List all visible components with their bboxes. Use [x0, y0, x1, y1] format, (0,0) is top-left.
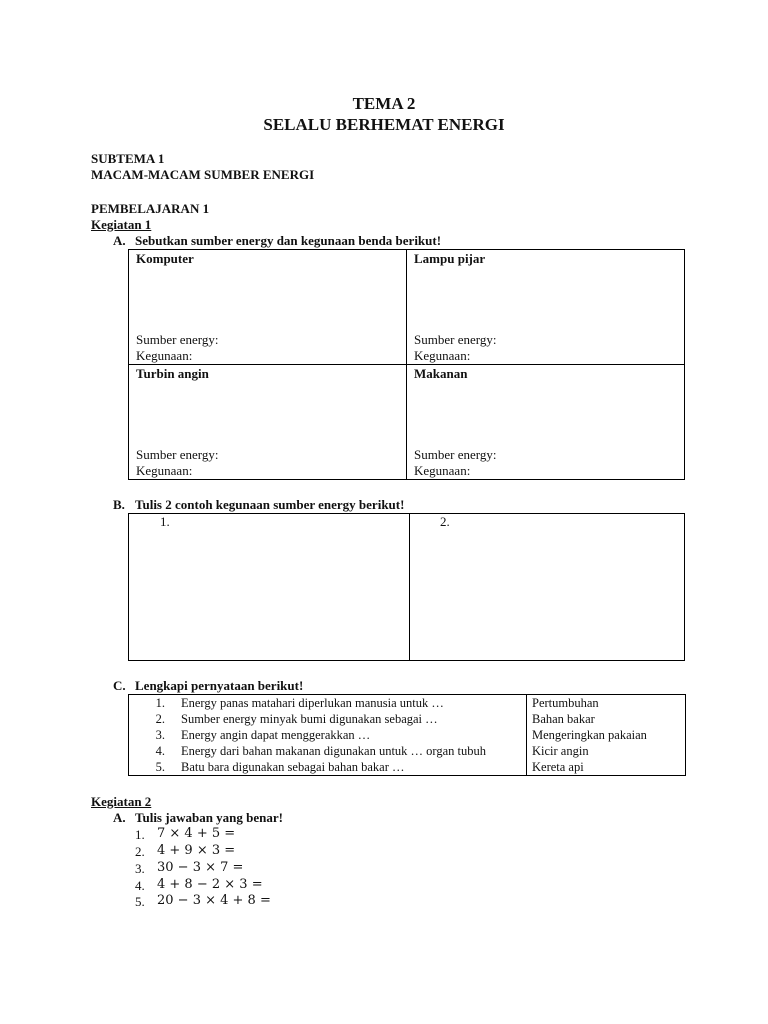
math-problem-expression: 7 × 4 + 5 =: [157, 826, 236, 841]
answer-option: Mengeringkan pakaian: [532, 728, 647, 742]
answer-box-1[interactable]: [129, 514, 410, 660]
answer-option: Kereta api: [532, 760, 584, 774]
statement-item: [129, 711, 526, 727]
section-b-instruction: Tulis 2 contoh kegunaan sumber energy berikut!: [135, 497, 405, 512]
statement-number: 5.: [155, 760, 165, 774]
answer-option: Bahan bakar: [532, 712, 595, 726]
cell-source-label: Sumber energy:: [136, 447, 219, 462]
energy-source-grid: [128, 249, 685, 480]
section-c-marker: C.: [113, 678, 126, 693]
answer-option: Pertumbuhan: [532, 696, 599, 710]
cell-use-label: Kegunaan:: [414, 348, 471, 363]
statement-item: [129, 727, 526, 743]
answer-box-1-number: 1.: [160, 514, 170, 529]
cell-use-label: Kegunaan:: [414, 463, 471, 478]
energy-use-box: [128, 513, 685, 661]
cell-item-name: Komputer: [136, 251, 194, 266]
math-problem-expression: 4 + 9 × 3 =: [157, 843, 236, 858]
subtema-name: MACAM-MACAM SUMBER ENERGI: [91, 167, 315, 182]
cell-source-label: Sumber energy:: [414, 447, 497, 462]
answer-options-list: [527, 695, 686, 776]
subtema-label: SUBTEMA 1: [91, 151, 165, 166]
statement-item: [129, 743, 526, 759]
cell-use-label: Kegunaan:: [136, 463, 193, 478]
statement-number: 3.: [155, 728, 165, 742]
kegiatan1-heading: Kegiatan 1: [91, 217, 152, 232]
section-b-marker: B.: [113, 497, 125, 512]
statement-text: Batu bara digunakan sebagai bahan bakar …: [181, 760, 405, 774]
math-problem-number: 1.: [135, 827, 145, 842]
kegiatan2-heading: Kegiatan 2: [91, 794, 152, 809]
cell-item-name: Lampu pijar: [414, 251, 486, 266]
math-problem-number: 4.: [135, 878, 145, 893]
section-a-instruction: Sebutkan sumber energy dan kegunaan benda berikut!: [135, 233, 442, 248]
statement-number: 2.: [155, 712, 165, 726]
kegiatan2-a-instruction: Tulis jawaban yang benar!: [135, 810, 283, 825]
cell-source-label: Sumber energy:: [136, 332, 219, 347]
statement-list: [129, 695, 527, 776]
title-line-1: TEMA 2: [352, 94, 416, 113]
statement-text: Energy angin dapat menggerakkan …: [181, 728, 371, 742]
statement-item: [129, 695, 526, 711]
cell-use-label: Kegunaan:: [136, 348, 193, 363]
statement-item: [129, 759, 526, 775]
math-problem-expression: 30 − 3 × 7 =: [157, 860, 244, 875]
math-problem-expression: 4 + 8 − 2 × 3 =: [157, 877, 263, 892]
statement-text: Sumber energy minyak bumi digunakan sebagai …: [181, 712, 438, 726]
math-problem-number: 2.: [135, 844, 145, 859]
cell-item-name: Turbin angin: [136, 366, 209, 381]
section-a-marker: A.: [113, 233, 126, 248]
statement-text: Energy dari bahan makanan digunakan untuk … organ tubuh: [181, 744, 487, 758]
pembelajaran-heading: PEMBELAJARAN 1: [91, 201, 210, 216]
section-c-instruction: Lengkapi pernyataan berikut!: [135, 678, 304, 693]
statement-number: 4.: [155, 744, 165, 758]
answer-option: Kicir angin: [532, 744, 589, 758]
statement-text: Energy panas matahari diperlukan manusia untuk …: [181, 696, 444, 710]
grid-cell-makanan: [407, 365, 685, 480]
grid-cell-lampu-pijar: [407, 250, 685, 365]
answer-box-2-number: 2.: [440, 514, 450, 529]
math-problem-number: 5.: [135, 894, 145, 909]
statement-table: [128, 694, 686, 776]
cell-item-name: Makanan: [414, 366, 468, 381]
math-problem-number: 3.: [135, 861, 145, 876]
math-problem-expression: 20 − 3 × 4 + 8 =: [157, 893, 271, 908]
kegiatan2-a-marker: A.: [113, 810, 126, 825]
title-line-2: SELALU BERHEMAT ENERGI: [263, 115, 505, 134]
grid-cell-komputer: [129, 250, 407, 365]
answer-box-2[interactable]: [410, 514, 684, 660]
statement-number: 1.: [155, 696, 165, 710]
grid-cell-turbin-angin: [129, 365, 407, 480]
cell-source-label: Sumber energy:: [414, 332, 497, 347]
